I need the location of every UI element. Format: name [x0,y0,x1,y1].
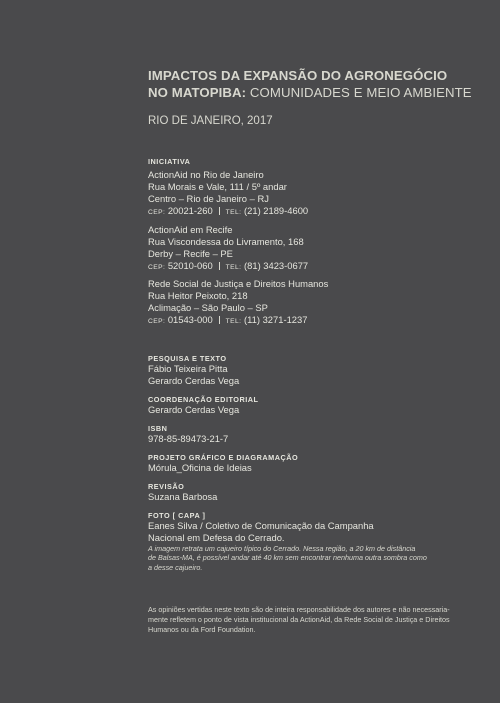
iniciativa-label: INICIATIVA [148,157,191,166]
isbn-value: 978-85-89473-21-7 [148,433,229,444]
revisao-section [148,482,217,503]
coordenacao-value: Gerardo Cerdas Vega [148,404,240,415]
org-block-2 [148,224,308,274]
foto-credit-2: Nacional em Defesa do Cerrado. [148,531,285,543]
separator [219,316,220,324]
tel-value: (11) 3271-1237 [244,313,308,325]
pesquisa-label: PESQUISA E TEXTO [148,354,227,363]
org-name: ActionAid no Rio de Janeiro [148,169,264,180]
coordenacao-label: COORDENAÇÃO EDITORIAL [148,395,259,404]
org-city: Aclimação – São Paulo – SP [148,301,268,313]
org-address: Rua Viscondessa do Livramento, 168 [148,235,304,247]
title-line-1: IMPACTOS DA EXPANSÃO DO AGRONEGÓCIO [148,68,448,83]
projeto-label: PROJETO GRÁFICO E DIAGRAMAÇÃO [148,453,299,462]
tel-value: (21) 2189-4600 [244,204,309,216]
separator [219,262,220,270]
org-city: Derby – Recife – PE [148,247,233,259]
foto-caption-1: A imagem retrata um cajueiro típico do Cerrado. Nessa região, a 20 km de distância [148,543,416,553]
org-block-3 [148,278,328,328]
disclaimer-line-3: Humanos ou da Ford Foundation. [148,625,256,635]
cep-label: CEP: [148,208,166,216]
coordenacao-section [148,395,259,416]
org-city: Centro – Rio de Janeiro – RJ [148,192,269,204]
org-address: Rua Heitor Peixoto, 218 [148,289,248,301]
pesquisa-author-2: Gerardo Cerdas Vega [148,374,240,386]
foto-label: FOTO [ CAPA ] [148,511,206,520]
book-title [148,67,478,101]
projeto-section [148,453,298,474]
org-name: ActionAid em Recife [148,224,233,235]
tel-value: (81) 3423-0677 [244,259,309,271]
foto-caption-3: a desse cajueiro. [148,562,203,572]
cep-value: 20021-260 [167,204,213,216]
disclaimer-line-2: mente refletem o ponto de vista institucional da ActionAid, da Rede Social de Justiça e Direitos [148,615,450,625]
projeto-value: Mórula_Oficina de Ideias [148,462,252,473]
foto-section [148,511,427,572]
revisao-value: Suzana Barbosa [148,491,218,502]
org-address: Rua Morais e Vale, 111 / 5º andar [148,180,287,192]
place-date: RIO DE JANEIRO, 2017 [148,115,273,127]
disclaimer [148,605,450,636]
separator [219,207,220,215]
pesquisa-section [148,354,239,387]
pesquisa-author-1: Fábio Teixeira Pitta [148,363,228,374]
cep-label: CEP: [148,263,166,271]
org-contact [148,314,328,328]
cep-label: CEP: [148,317,166,325]
org-contact [148,205,308,219]
disclaimer-line-1: As opiniões vertidas neste texto são de inteira responsabilidade dos autores e não necessaria- [148,605,450,614]
isbn-label: ISBN [148,424,168,433]
tel-label: TEL: [225,263,242,271]
tel-label: TEL: [225,317,242,325]
org-name: Rede Social de Justiça e Direitos Humanos [148,278,329,289]
title-line-2-light: COMUNIDADES E MEIO AMBIENTE [246,85,472,100]
org-block-1 [148,169,308,219]
revisao-label: REVISÃO [148,482,185,491]
title-line-2-bold: NO MATOPIBA: [148,85,247,100]
foto-caption-2: de Balsas-MA, é possível andar até 40 km sem encontrar nenhuma outra sombra como [148,553,427,563]
foto-credit-1: Eanes Silva / Coletivo de Comunicação da Campanha [148,520,374,531]
cep-value: 01543-000 [167,313,213,325]
title-line-2 [148,84,478,101]
isbn-section [148,424,228,445]
org-contact [148,260,308,274]
tel-label: TEL: [225,208,242,216]
iniciativa-section [148,157,190,166]
cep-value: 52010-060 [167,259,213,271]
